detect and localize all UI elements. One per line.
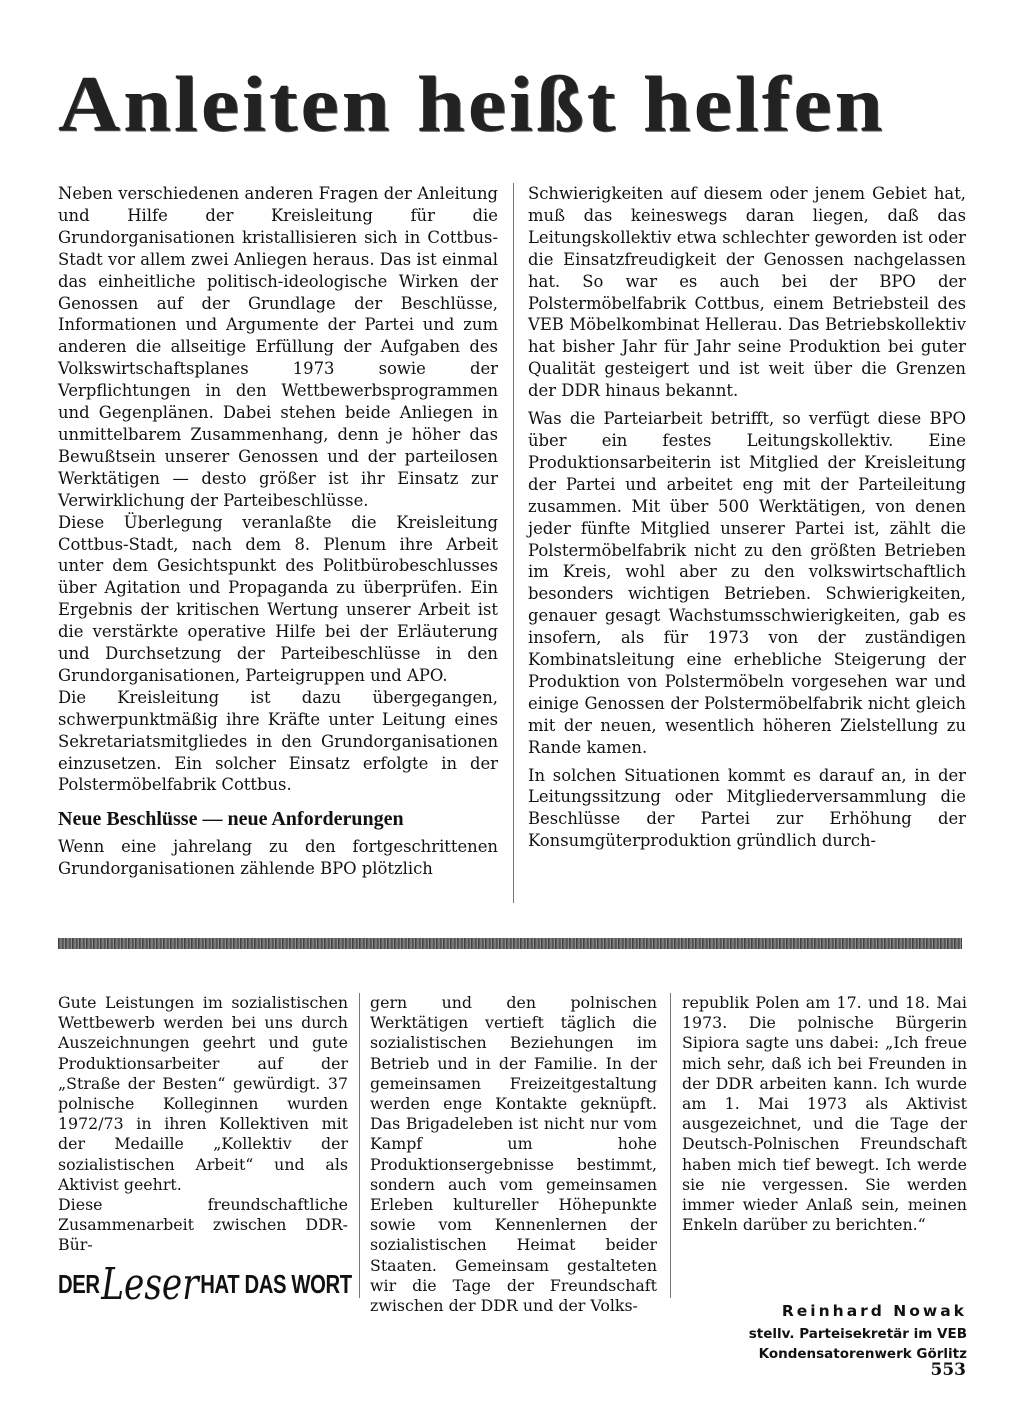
page-number: 553 [930, 1360, 966, 1380]
section-separator [58, 938, 962, 949]
letter-paragraph: Gute Leistungen im sozialistischen Wettbewerb werden bei uns durch Auszeichnungen geehrt und gute Produktionsarbeiter auf der „Straße der Besten“ gewürdigt. 37 polnische Kolleginnen wurden 1972/73 in ihren Kollektiven mit der Medaille „Kollektiv der sozialistischen Arbeit“ und als Aktivist geehrt. [58, 993, 348, 1194]
letter-column-1 [58, 993, 348, 1256]
leser-hat-das-wort-logo [58, 1256, 352, 1312]
letter-author-role: stellv. Parteisekretär im VEB Kondensatorenwerk Görlitz [748, 1326, 967, 1362]
article-paragraph: In solchen Situationen kommt es darauf an, in der Leitungssitzung oder Mitgliederversammlung die Beschlüsse der Partei zur Erhöhung der Konsumgüterproduktion gründlich durch- [528, 765, 966, 851]
headline: Anleiten heißt helfen [58, 59, 886, 149]
article-paragraph: Schwierigkeiten auf diesem oder jenem Gebiet hat, muß das keineswegs daran liegen, daß das Leitungskollektiv etwa schlechter geworden ist oder die Einsatzfreudigkeit der Genossen nachgelassen hat. So war es auch bei der BPO der Polstermöbelfabrik Cottbus, einem Betriebsteil des VEB Möbelkombinat Hellerau. Das Betriebskollektiv hat bisher Jahr für Jahr seine Produktion bei guter Qualität gesteigert und ist weit über die Grenzen der DDR hinaus bekannt. [528, 184, 966, 401]
article-left-column [58, 183, 498, 880]
article-subheading: Neue Beschlüsse — neue Anforderungen [58, 808, 404, 831]
article-right-column [528, 183, 966, 852]
article-paragraph: Diese Überlegung veranlaßte die Kreisleitung Cottbus-Stadt, nach dem 8. Plenum ihre Arbeit unter dem Gesichtspunkt des Politbürobeschlusses über Agitation und Propaganda zu überprüfen. Ein Ergebnis der kritischen Wertung unserer Arbeit ist die verstärkte operative Hilfe bei der Erläuterung und Durchsetzung der Parteibeschlüsse in den Grundorganisationen, Parteigruppen und APO. [58, 512, 498, 685]
letter-author: Reinhard Nowak [781, 1302, 967, 1320]
letter-paragraph: republik Polen am 17. und 18. Mai 1973. Die polnische Bürgerin Sipiora sagte uns dabei: „Ich freue mich sehr, daß ich bei Freunden in der DDR arbeiten kann. Ich wurde am 1. Mai 1973 als Aktivist ausgezeichnet, und die Tage der Deutsch-Polnischen Freundschaft haben mich tief bewegt. Ich werde sie nie vergessen. Sie werden immer wieder Anlaß sein, meinen Enkeln darüber zu berichten.“ [682, 993, 967, 1235]
letter-paragraph: gern und den polnischen Werktätigen vertieft täglich die sozialistischen Beziehungen im Betrieb und in der Familie. In der gemeinsamen Freizeitgestaltung werden enge Kontakte geknüpft. Das Brigadeleben ist nicht nur vom Kampf um hohe Produktionsergebnisse bestimmt, sondern auch vom gemeinsamen Erleben kultureller Höhepunkte sowie vom Kennenlernen der sozialistischen Heimat beider Staaten. Gemeinsam gestalteten wir die Tage der Freundschaft zwischen der DDR und der Volks- [370, 993, 657, 1316]
column-divider [513, 183, 514, 903]
letter-column-2 [370, 993, 657, 1316]
letter-column-divider [670, 993, 671, 1298]
article-paragraph: Wenn eine jahrelang zu den fortgeschrittenen Grundorganisationen zählende BPO plötzlich [58, 837, 498, 879]
letter-column-3 [682, 993, 967, 1235]
letter-column-divider [359, 993, 360, 1298]
article-paragraph: Was die Parteiarbeit betrifft, so verfügt diese BPO über ein festes Leitungskollektiv. Eine Produktionsarbeiterin ist Mitglied der Kreisleitung der Partei und arbeitet eng mit der Parteileitung zusammen. Mit über 500 Werktätigen, von denen jeder fünfte Mitglied unserer Partei ist, zählt die Polstermöbelfabrik nicht zu den größten Betrieben im Kreis, wohl aber zu den volkswirtschaftlich besonders wichtigen Betrieben. Schwierigkeiten, genauer gesagt Wachstumsschwierigkeiten, gab es insofern, als für 1973 von der zuständigen Kombinatsleitung eine erhebliche Steigerung der Produktion von Polstermöbeln vorgesehen war und einige Genossen der Polstermöbelfabrik nicht gleich mit der neuen, wesentlich höheren Zielstellung zu Rande kamen. [528, 409, 966, 757]
logo-text: HAT DAS WORT [200, 1268, 352, 1299]
article-paragraph: Neben verschiedenen anderen Fragen der Anleitung und Hilfe der Kreisleitung für die Grundorganisationen kristallisieren sich in Cottbus-Stadt vor allem zwei Anliegen heraus. Das ist einmal das einheitliche politisch-ideologische Wirken der Genossen auf der Grundlage der Beschlüsse, Informationen und Argumente der Partei und zum anderen die allseitige Erfüllung der Aufgaben des Volkswirtschaftsplanes 1973 sowie der Verpflichtungen in den Wettbewerbsprogrammen und Gegenplänen. Dabei stehen beide Anliegen in unmittelbarem Zusammenhang, denn je höher das Bewußtsein unserer Genossen und der parteilosen Werktätigen — desto größer ist ihr Einsatz zur Verwirklichung der Parteibeschlüsse. [58, 184, 498, 510]
logo-script-text: Leser [101, 1258, 199, 1310]
letter-paragraph: Diese freundschaftliche Zusammenarbeit zwischen DDR-Bür- [58, 1195, 348, 1255]
logo-text: DER [58, 1268, 100, 1299]
article-paragraph: Die Kreisleitung ist dazu übergegangen, schwerpunktmäßig ihre Kräfte unter Leitung eines Sekretariatsmitgliedes in den Grundorganisationen einzusetzen. Ein solcher Einsatz erfolgte in der Polstermöbelfabrik Cottbus. [58, 687, 498, 795]
